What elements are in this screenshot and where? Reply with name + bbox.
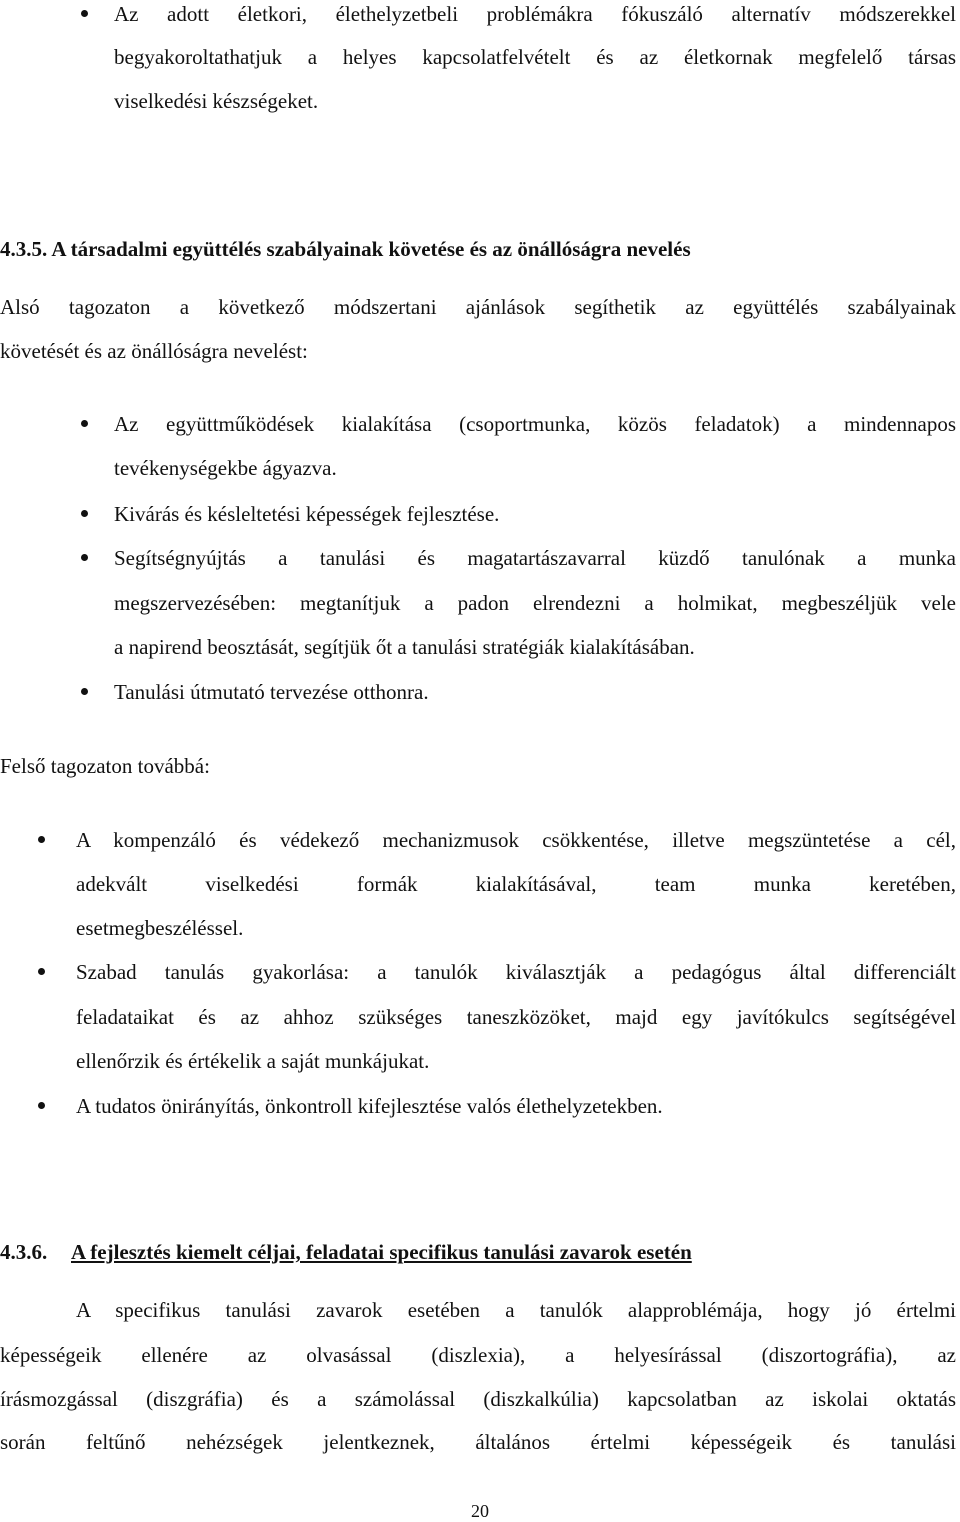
list-item-line: begyakoroltathatjuk a helyes kapcsolatfelvételt és az életkornak megfelelő társas	[114, 45, 956, 69]
list-item-line: megszervezésében: megtanítjuk a padon elrendezni a holmikat, megbeszéljük vele	[114, 591, 956, 615]
section-heading: A fejlesztés kiemelt céljai, feladatai specifikus tanulási zavarok esetén	[71, 1240, 692, 1264]
paragraph-line: követését és az önállóságra nevelést:	[0, 339, 308, 363]
bullet-icon	[81, 10, 88, 17]
list-item-line: Szabad tanulás gyakorlása: a tanulók kiválasztják a pedagógus által differenciált	[76, 960, 956, 984]
paragraph-line: képességeik ellenére az olvasással (diszlexia), a helyesírással (diszortográfia), az	[0, 1343, 956, 1367]
list-item-line: Tanulási útmutató tervezése otthonra.	[114, 680, 429, 704]
list-item-line: adekvált viselkedési formák kialakításával, team munka keretében,	[76, 872, 956, 896]
list-item-line: viselkedési készségeket.	[114, 89, 319, 113]
paragraph-line: A specifikus tanulási zavarok esetében a tanulók alapproblémája, hogy jó értelmi	[76, 1298, 956, 1322]
paragraph-line: írásmozgással (diszgráfia) és a számolással (diszkalkúlia) kapcsolatban az iskolai oktatás	[0, 1387, 956, 1411]
list-item-line: esetmegbeszéléssel.	[76, 916, 244, 940]
section-number: 4.3.6.	[0, 1240, 48, 1264]
list-item-line: ellenőrzik és értékelik a saját munkájukat.	[76, 1049, 430, 1073]
paragraph-line: Alsó tagozaton a következő módszertani ajánlások segíthetik az együttélés szabályainak	[0, 295, 956, 319]
section-heading: 4.3.5. A társadalmi együttélés szabályainak követése és az önállóságra nevelés	[0, 237, 691, 261]
list-item-line: tevékenységekbe ágyazva.	[114, 456, 337, 480]
bullet-icon	[81, 420, 88, 427]
list-item-line: Az együttműködések kialakítása (csoportmunka, közös feladatok) a mindennapos	[114, 412, 956, 436]
paragraph-line: során feltűnő nehézségek jelentkeznek, általános értelmi képességeik és tanulási	[0, 1430, 956, 1454]
list-item-line: feladataikat és az ahhoz szükséges taneszközöket, majd egy javítókulcs segítségével	[76, 1005, 956, 1029]
list-item-line: Segítségnyújtás a tanulási és magatartászavarral küzdő tanulónak a munka	[114, 546, 956, 570]
bullet-icon	[81, 554, 88, 561]
list-item-line: Az adott életkori, élethelyzetbeli problémákra fókuszáló alternatív módszerekkel	[114, 2, 956, 26]
list-item-line: A kompenzáló és védekező mechanizmusok csökkentése, illetve megszüntetése a cél,	[76, 828, 956, 852]
list-item-line: Kivárás és késleltetési képességek fejlesztése.	[114, 502, 500, 526]
bullet-icon	[38, 968, 45, 975]
bullet-icon	[38, 836, 45, 843]
bullet-icon	[81, 510, 88, 517]
page-number: 20	[471, 1501, 489, 1521]
bullet-icon	[81, 688, 88, 695]
list-item-line: A tudatos önirányítás, önkontroll kifejlesztése valós élethelyzetekben.	[76, 1094, 663, 1118]
list-item-line: a napirend beosztását, segítjük őt a tanulási stratégiák kialakításában.	[114, 635, 695, 659]
bullet-icon	[38, 1102, 45, 1109]
paragraph-line: Felső tagozaton továbbá:	[0, 754, 210, 778]
